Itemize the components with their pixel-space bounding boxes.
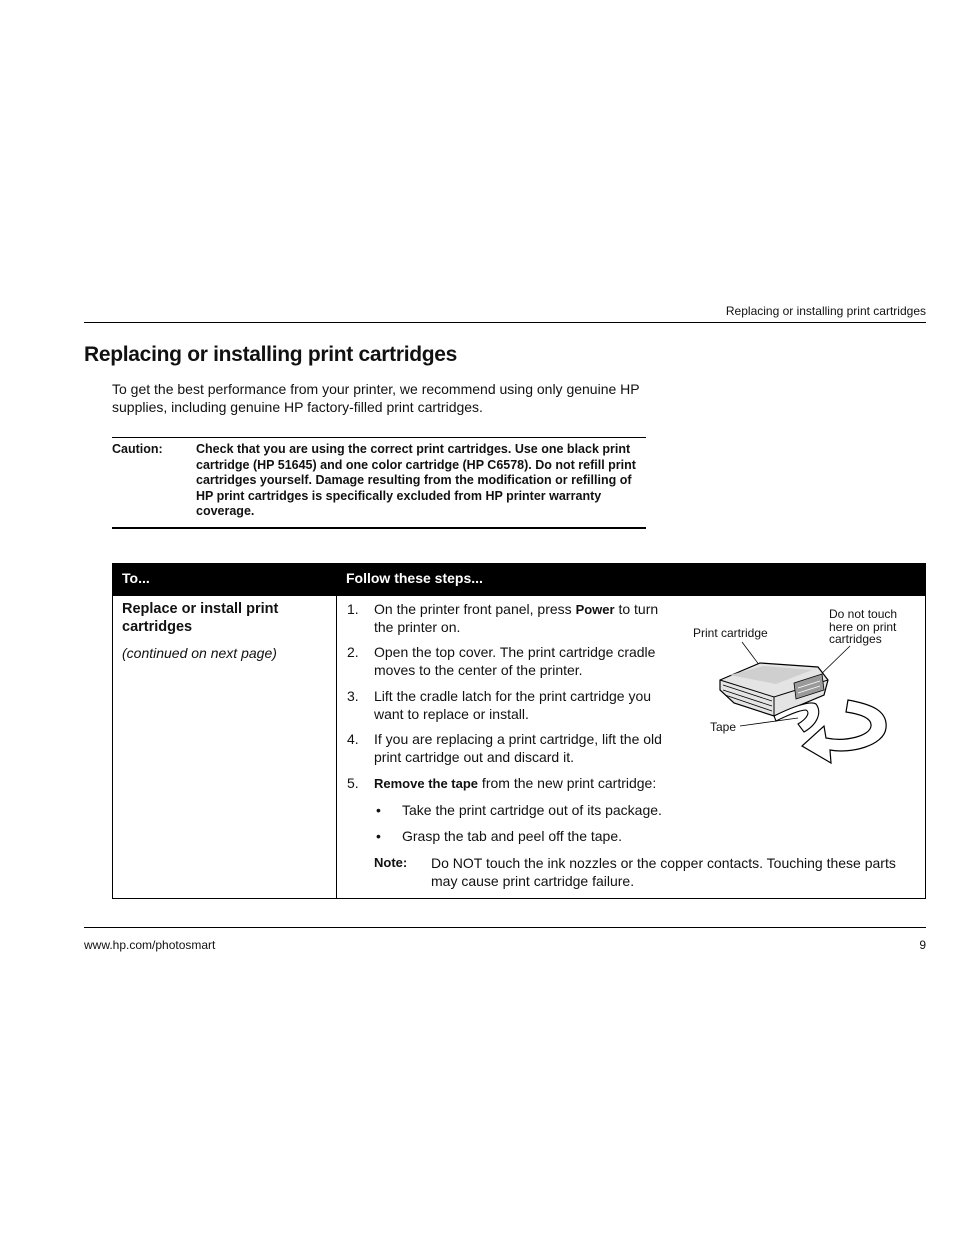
- step-number: 1.: [347, 601, 359, 617]
- bullet-dot: •: [376, 828, 381, 844]
- note-text: Do NOT touch the ink nozzles or the copper contacts. Touching these parts may cause print cartridge failure.: [431, 855, 896, 889]
- cartridge-illustration: [690, 600, 920, 770]
- table-header: [113, 564, 925, 596]
- step-number: 4.: [347, 731, 359, 747]
- caution-text: Check that you are using the correct print cartridges. Use one black print cartridge (HP 51645) and one color cartridge (HP C6578). Do not refill print cartridges yourself. Damage resulting from the modification or refilling of HP print cartridges is specifically excluded from HP printer warranty coverage.: [196, 442, 636, 519]
- column-header-steps: Follow these steps...: [346, 570, 483, 586]
- bullet-dot: •: [376, 802, 381, 818]
- do-not-touch-label: Do not touch here on print cartridges: [829, 607, 898, 646]
- task-continued-note: (continued on next page): [122, 645, 277, 661]
- bullet-text: Take the print cartridge out of its package.: [402, 802, 662, 818]
- task-title: Replace or install print cartridges: [122, 601, 279, 635]
- column-divider: [336, 596, 337, 898]
- intro-paragraph: To get the best performance from your printer, we recommend using only genuine HP supplies, including genuine HP factory-filled print cartridges.: [112, 381, 640, 415]
- step-number: 3.: [347, 688, 359, 704]
- tape-pointer: [740, 718, 798, 726]
- header-rule: [84, 322, 926, 323]
- caution-top-rule: [112, 437, 646, 438]
- step-number: 5.: [347, 775, 359, 791]
- column-header-to: To...: [122, 570, 150, 586]
- power-keyword: Power: [575, 602, 615, 617]
- step-text: Open the top cover. The print cartridge cradle moves to the center of the printer.: [374, 644, 656, 678]
- cartridge-drawing: [690, 600, 920, 770]
- footer-rule: [84, 927, 926, 928]
- step-number: 2.: [347, 644, 359, 660]
- bullet-text: Grasp the tab and peel off the tape.: [402, 828, 623, 844]
- step-text: On the printer front panel, press Power to turn the printer on.: [374, 601, 659, 635]
- footer-url: www.hp.com/photosmart: [84, 938, 216, 952]
- page-number: 9: [919, 938, 926, 952]
- caution-bottom-rule: [112, 527, 646, 529]
- step-text: If you are replacing a print cartridge, lift the old print cartridge out and discard it.: [374, 731, 662, 765]
- running-head: Replacing or installing print cartridges: [725, 304, 926, 318]
- step-text: Lift the cradle latch for the print cartridge you want to replace or install.: [374, 688, 652, 722]
- tape-label: Tape: [710, 720, 737, 734]
- remove-tape-keyword: Remove the tape: [374, 776, 479, 791]
- note-label: Note:: [374, 855, 408, 870]
- caution-label: Caution:: [112, 442, 163, 456]
- step-text: Remove the tape from the new print cartridge:: [374, 775, 657, 791]
- page-title: Replacing or installing print cartridges: [84, 343, 458, 366]
- print-cartridge-label: Print cartridge: [693, 626, 768, 640]
